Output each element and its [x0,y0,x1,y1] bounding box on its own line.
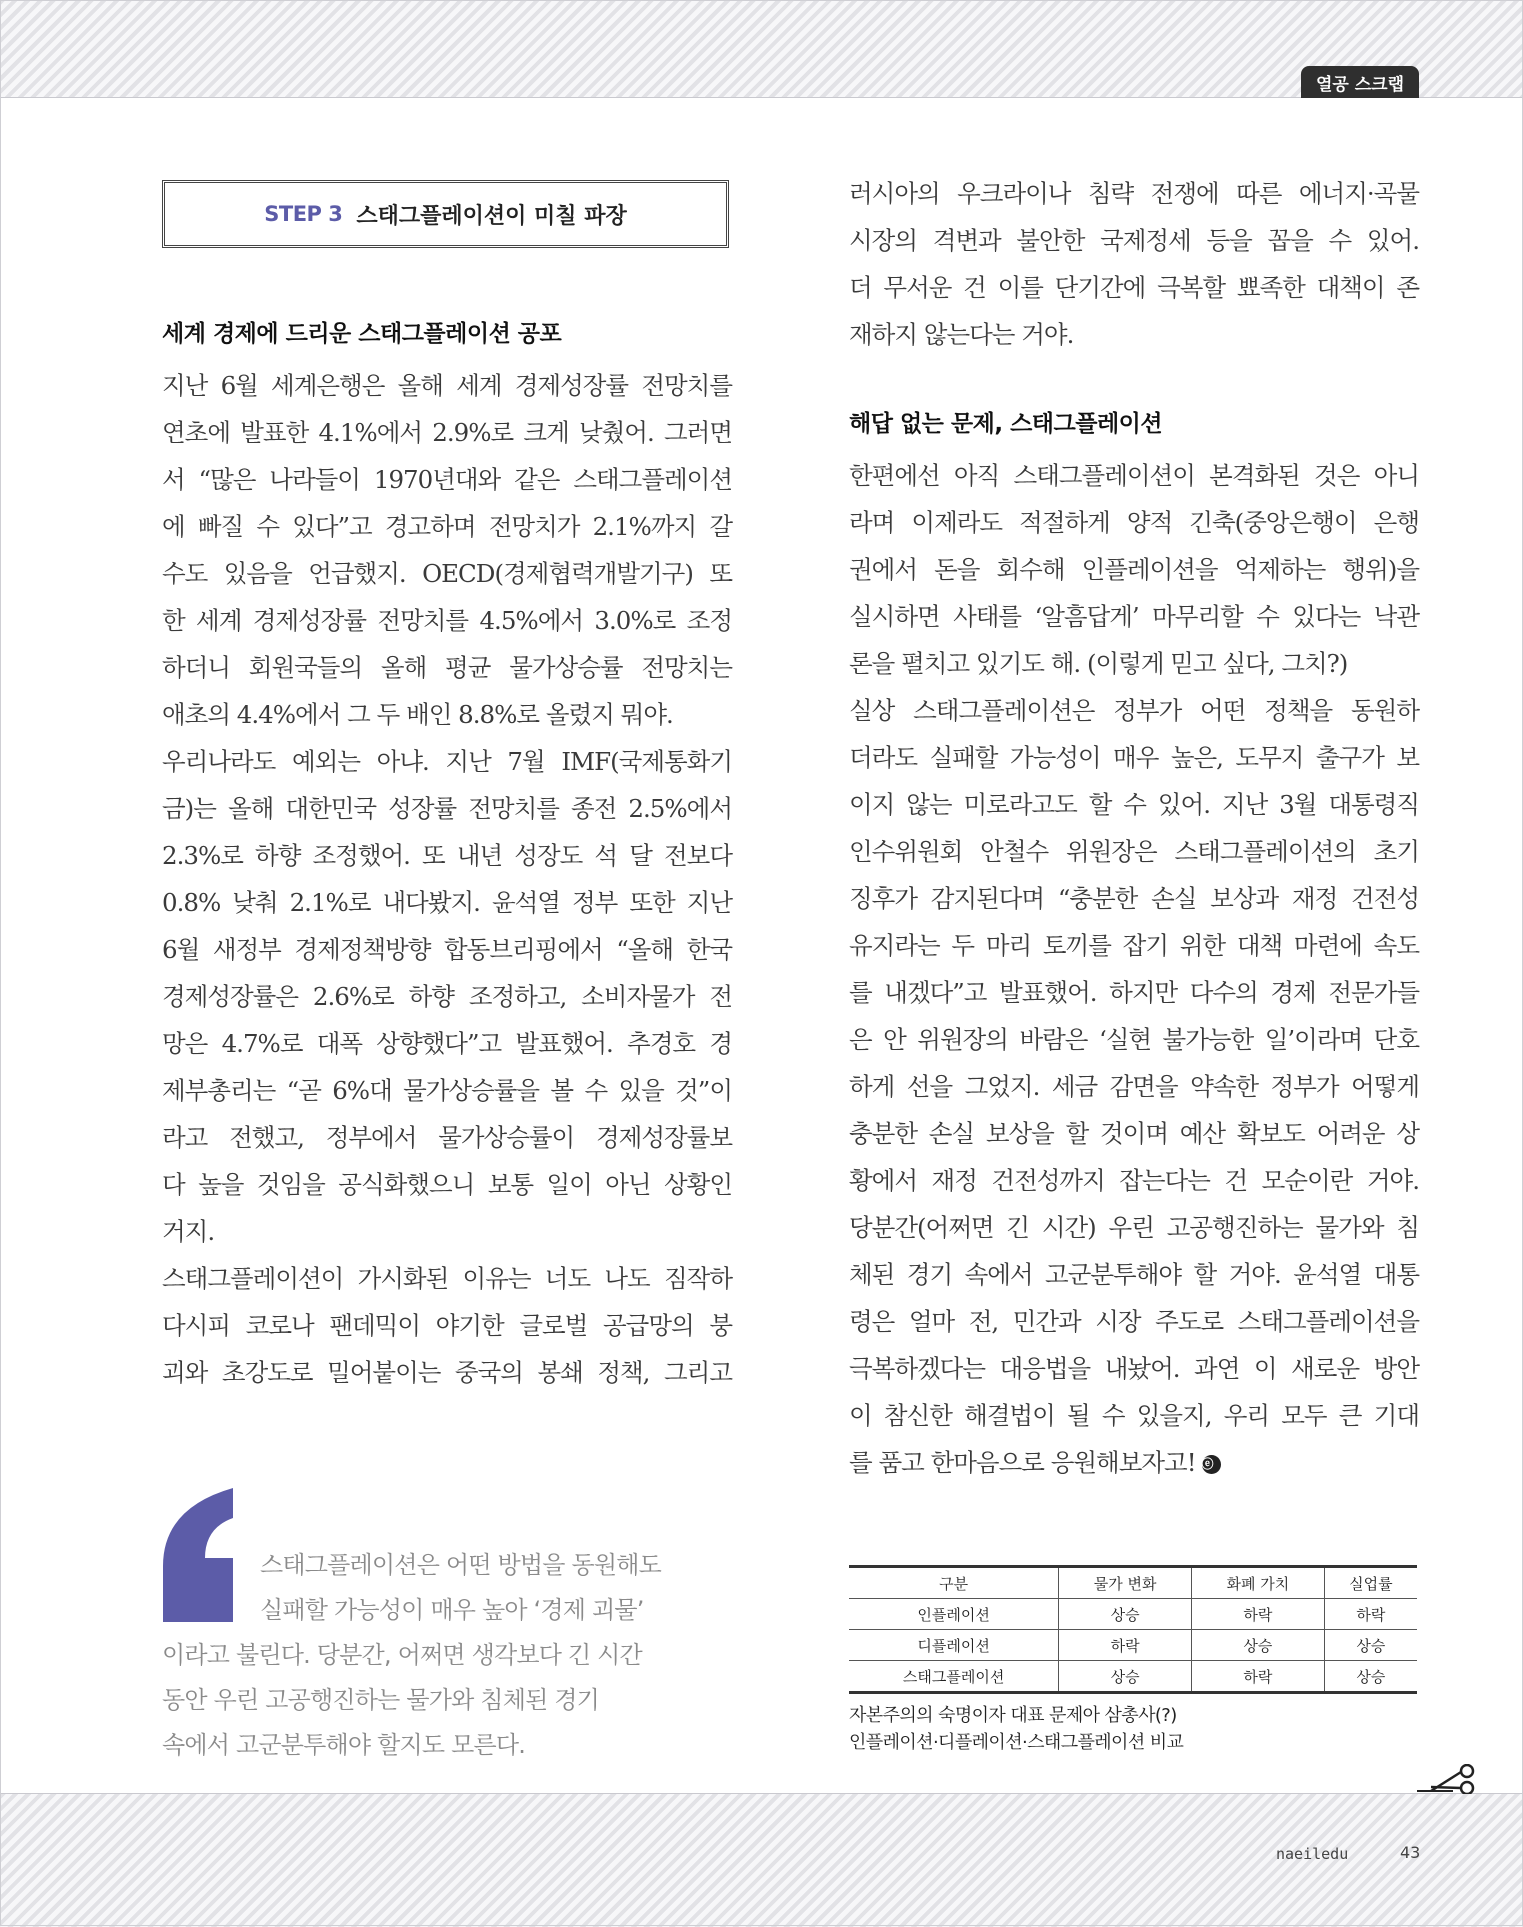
body-line: 거지. [162,1217,215,1246]
body-line: 연초에 발표한 4.1%에서 2.9%로 크게 낮췄어. 그러면 [162,418,732,447]
body-line: 실상 스태그플레이션은 정부가 어떤 정책을 동원하 [849,696,1419,725]
body-line: 인수위원회 안철수 위원장은 스태그플레이션의 초기 [849,837,1419,866]
body-line: 괴와 초강도로 밀어붙이는 중국의 봉쇄 정책, 그리고 [162,1358,732,1387]
table-cell: 디플레이션 [849,1630,1059,1661]
body-line: 스태그플레이션이 가시화된 이유는 너도 나도 짐작하 [162,1264,732,1293]
body-line: 체된 경기 속에서 고군분투해야 할 거야. 윤석열 대통 [849,1260,1419,1289]
table-cell: 하락 [1324,1599,1417,1630]
table-header-cell: 구분 [849,1567,1059,1599]
body-line: 러시아의 우크라이나 침략 전쟁에 따른 에너지·곡물 [849,179,1419,208]
table-cell: 상승 [1191,1630,1324,1661]
table-cell: 하락 [1059,1630,1192,1661]
body-line: 시장의 격변과 불안한 국제정세 등을 꼽을 수 있어. [849,226,1419,255]
step-title: 스태그플레이션이 미칠 파장 [356,203,627,229]
body-line: 은 안 위원장의 바람은 ‘실현 불가능한 일’이라며 단호 [849,1025,1419,1054]
end-mark-icon: ⓔ [1202,1455,1221,1474]
quote-mark-icon [163,1488,233,1622]
body-line: 한 세계 경제성장률 전망치를 4.5%에서 3.0%로 조정 [162,606,732,635]
body-line: 서 “많은 나라들이 1970년대와 같은 스태그플레이션 [162,465,732,494]
body-line: 당분간(어쩌면 긴 시간) 우린 고공행진하는 물가와 침 [849,1213,1419,1242]
table-header-cell: 물가 변화 [1059,1567,1192,1599]
body-line: 극복하겠다는 대응법을 내놨어. 과연 이 새로운 방안 [849,1354,1419,1383]
body-line: 라며 이제라도 적절하게 양적 긴축(중앙은행이 은행 [849,508,1419,537]
final-sentence: 를 품고 한마음으로 응원해보자고! [849,1448,1196,1477]
body-line: 한편에선 아직 스태그플레이션이 본격화된 것은 아니 [849,461,1419,490]
body-line: 6월 새정부 경제정책방향 합동브리핑에서 “올해 한국 [162,935,732,964]
body-line: 권에서 돈을 회수해 인플레이션을 억제하는 행위)을 [849,555,1419,584]
body-line: 론을 펼치고 있기도 해. (이렇게 믿고 싶다, 그치?) [849,649,1348,678]
pull-quote-line: 동안 우린 고공행진하는 물가와 침체된 경기 [162,1686,600,1714]
body-line: 이 참신한 해결법이 될 수 있을지, 우리 모두 큰 기대 [849,1401,1419,1430]
body-line: 재하지 않는다는 거야. [849,320,1074,349]
body-line: 에 빠질 수 있다”고 경고하며 전망치가 2.1%까지 갈 [162,512,732,541]
body-line: 수도 있음을 언급했지. OECD(경제협력개발기구) 또 [162,559,732,588]
scissors-icon [1417,1764,1479,1794]
table-header-cell: 화폐 가치 [1191,1567,1324,1599]
table-cell: 인플레이션 [849,1599,1059,1630]
table-cell: 상승 [1059,1661,1192,1693]
body-line: 이지 않는 미로라고도 할 수 있어. 지난 3월 대통령직 [849,790,1419,819]
table-header-row [849,1567,1417,1599]
step-box [162,180,729,248]
table-cell: 하락 [1191,1661,1324,1693]
table-cell: 상승 [1324,1661,1417,1693]
top-stripe-band [0,0,1523,98]
page-number: 43 [1400,1843,1421,1862]
body-line: 황에서 재정 건전성까지 잡는다는 건 모순이란 거야. [849,1166,1419,1195]
table-cell: 하락 [1191,1599,1324,1630]
body-line: 2.3%로 하향 조정했어. 또 내년 성장도 석 달 전보다 [162,841,732,870]
left-column [162,312,732,1396]
body-line: 하게 선을 그었지. 세금 감면을 약속한 정부가 어떻게 [849,1072,1419,1101]
body-line: 우리나라도 예외는 아냐. 지난 7월 IMF(국제통화기 [162,747,732,776]
body-line: 령은 얼마 전, 민간과 시장 주도로 스태그플레이션을 [849,1307,1419,1336]
pull-quote-line: 실패할 가능성이 매우 높아 ‘경제 괴물’ [260,1596,644,1624]
body-line: 더 무서운 건 이를 단기간에 극복할 뾰족한 대책이 존 [849,273,1419,302]
body-line: 다 높을 것임을 공식화했으니 보통 일이 아닌 상황인 [162,1170,732,1199]
right-heading: 해답 없는 문제, 스태그플레이션 [849,411,1163,437]
body-line: 라고 전했고, 정부에서 물가상승률이 경제성장률보 [162,1123,732,1152]
body-line: 더라도 실패할 가능성이 매우 높은, 도무지 출구가 보 [849,743,1419,772]
body-line: 망은 4.7%로 대폭 상향했다”고 발표했어. 추경호 경 [162,1029,732,1058]
comparison-table [849,1565,1417,1694]
right-column [849,170,1419,1486]
table-cell: 스태그플레이션 [902,1667,1005,1686]
body-line: 제부총리는 “곧 6%대 물가상승률을 볼 수 있을 것”이 [162,1076,732,1105]
section-tab: 열공 스크랩 [1301,66,1419,98]
table-header-cell: 실업률 [1324,1567,1417,1599]
body-line: 다시피 코로나 팬데믹이 야기한 글로벌 공급망의 붕 [162,1311,732,1340]
table-row [849,1599,1417,1630]
body-line: 애초의 4.4%에서 그 두 배인 8.8%로 올렸지 뭐야. [162,700,673,729]
body-line: 를 내겠다”고 발표했어. 하지만 다수의 경제 전문가들 [849,978,1419,1007]
table-row [849,1630,1417,1661]
left-heading: 세계 경제에 드리운 스태그플레이션 공포 [162,321,562,347]
footer-site-name: naeiledu [1276,1845,1349,1863]
body-line: 0.8% 낮춰 2.1%로 내다봤지. 윤석열 정부 또한 지난 [162,888,732,917]
body-line: 실시하면 사태를 ‘알흠답게’ 마무리할 수 있다는 낙관 [849,602,1419,631]
table-caption-line: 자본주의의 숙명이자 대표 문제아 삼총사(?) [849,1705,1177,1726]
table-caption-line: 인플레이션·디플레이션·스태그플레이션 비교 [849,1732,1184,1753]
body-line: 경제성장률은 2.6%로 하향 조정하고, 소비자물가 전 [162,982,732,1011]
body-line-final [849,1439,1419,1486]
pull-quote-line: 이라고 불린다. 당분간, 어쩌면 생각보다 긴 시간 [162,1641,642,1669]
body-line: 유지라는 두 마리 토끼를 잡기 위한 대책 마련에 속도 [849,931,1419,960]
table-cell: 상승 [1059,1599,1192,1630]
table-cell: 상승 [1324,1630,1417,1661]
body-line: 금)는 올해 대한민국 성장률 전망치를 종전 2.5%에서 [162,794,732,823]
body-line: 하더니 회원국들의 올해 평균 물가상승률 전망치는 [162,653,732,682]
table-row [849,1661,1417,1693]
body-line: 징후가 감지된다며 “충분한 손실 보상과 재정 건전성 [849,884,1419,913]
pull-quote-line: 스태그플레이션은 어떤 방법을 동원해도 [260,1551,662,1579]
body-line: 지난 6월 세계은행은 올해 세계 경제성장률 전망치를 [162,371,732,400]
body-line: 충분한 손실 보상을 할 것이며 예산 확보도 어려운 상 [849,1119,1419,1148]
pull-quote-line: 속에서 고군분투해야 할지도 모른다. [162,1731,526,1759]
step-label: STEP 3 [264,202,343,226]
